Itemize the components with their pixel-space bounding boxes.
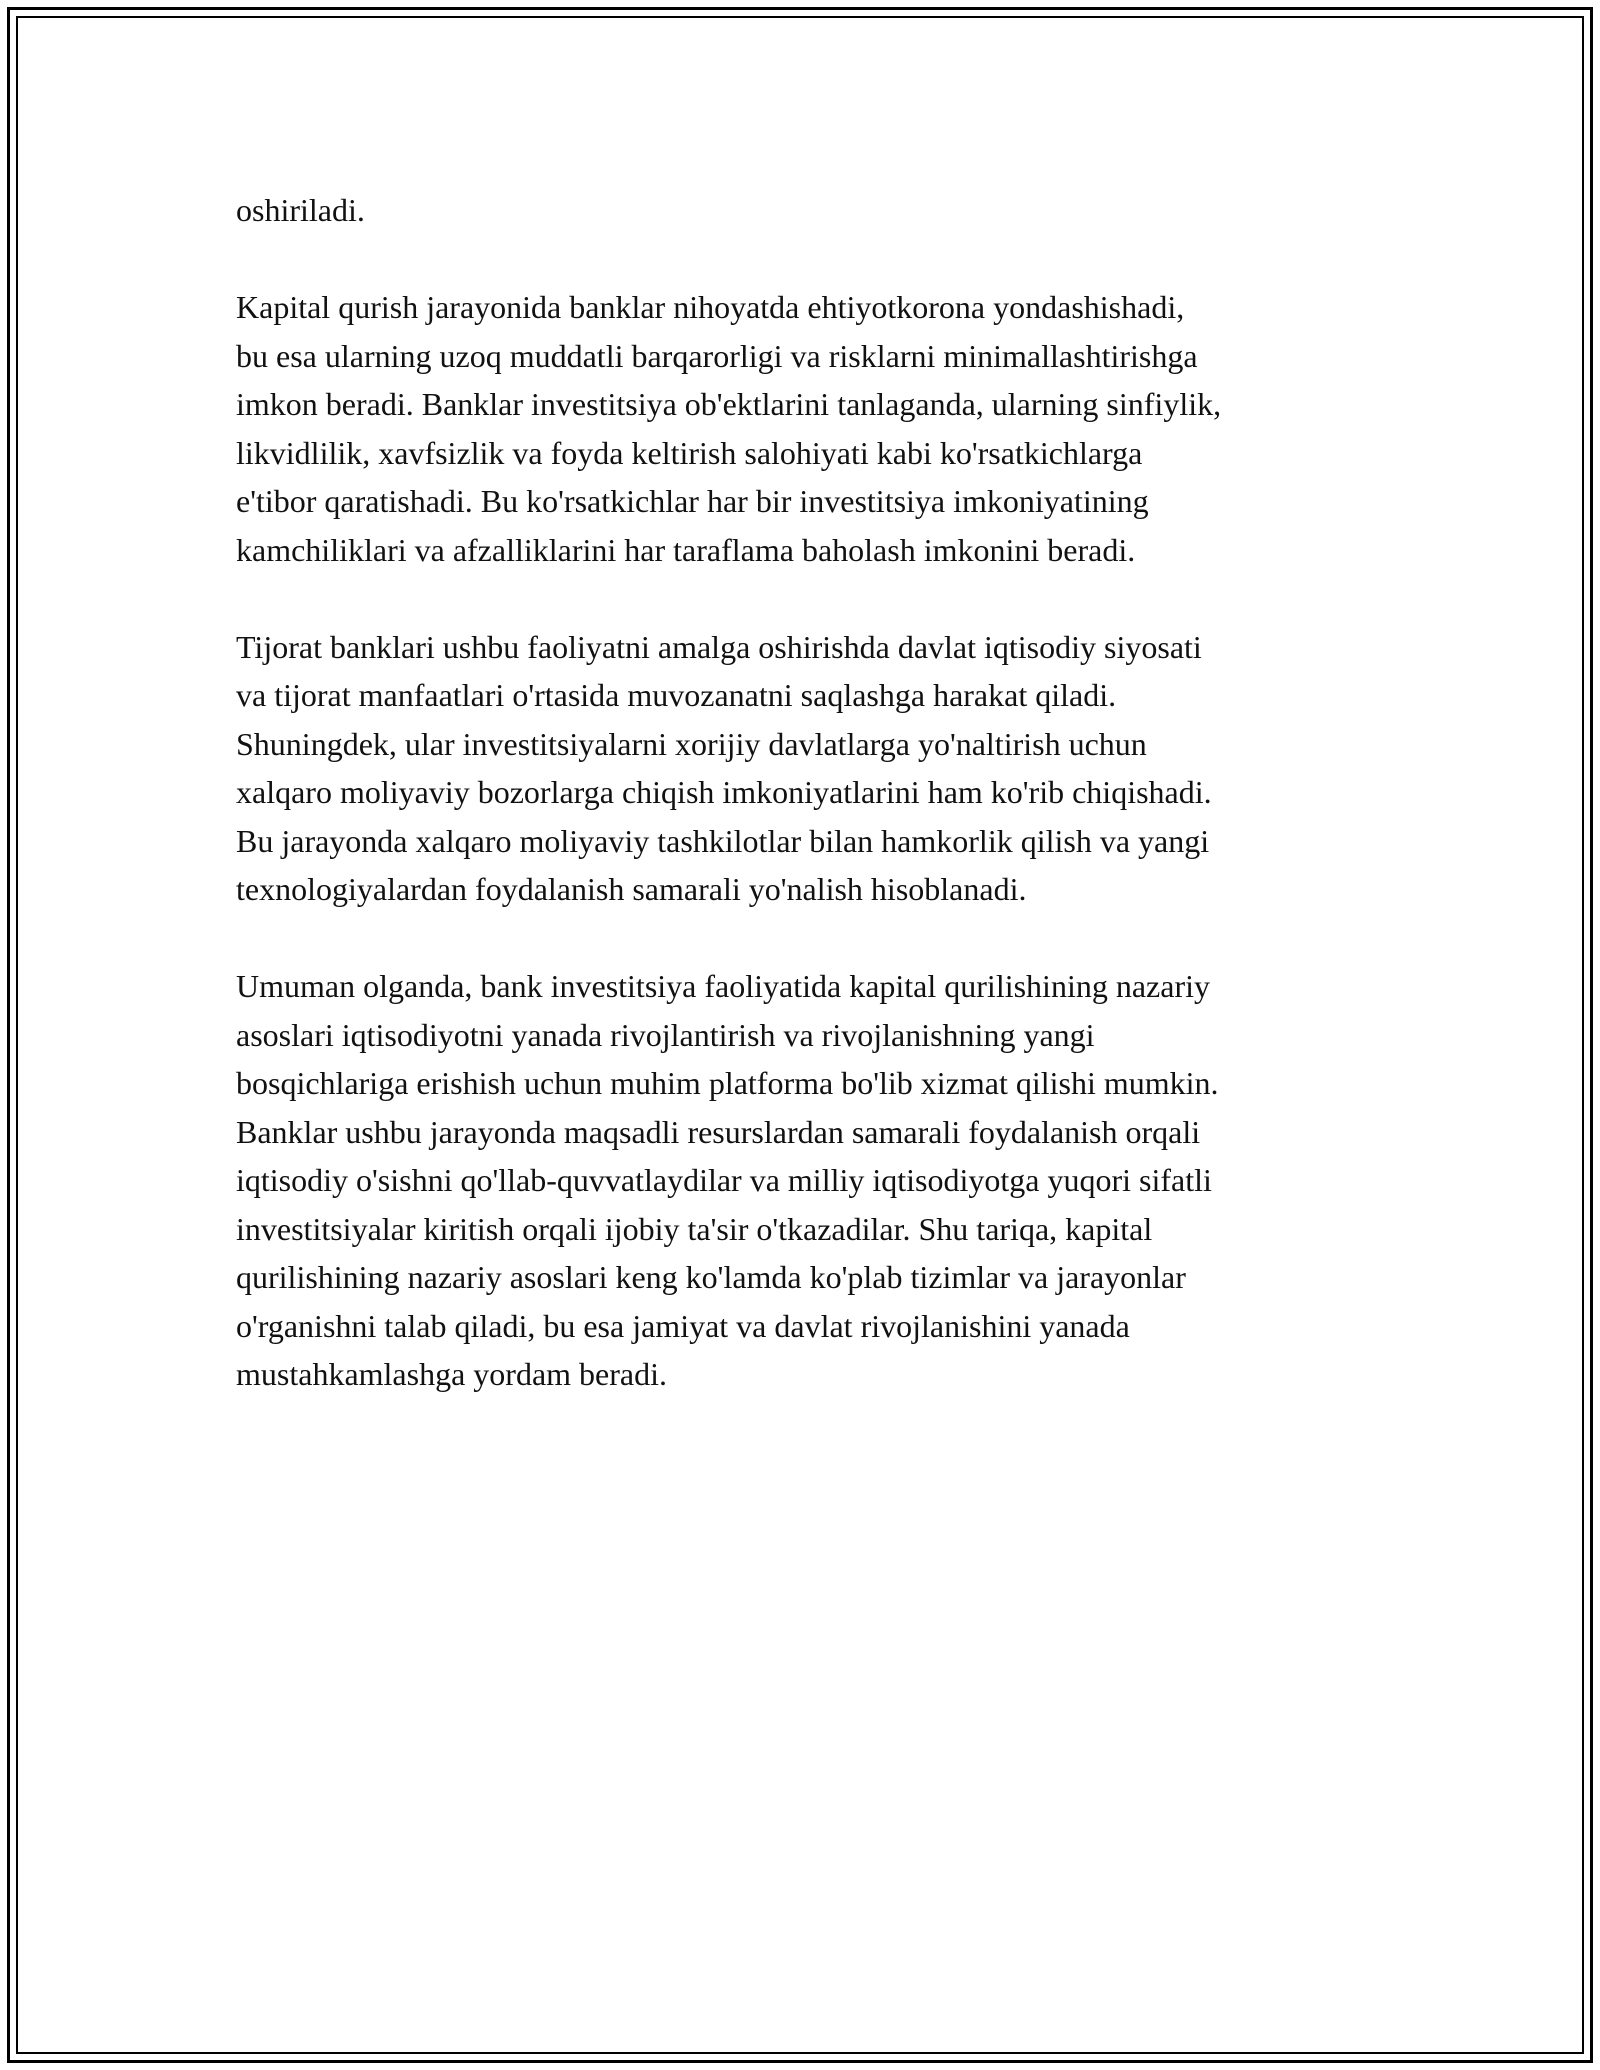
text-line: mustahkamlashga yordam beradi. — [236, 1356, 667, 1392]
paragraph-1 — [236, 186, 1376, 235]
text-line: bu esa ularning uzoq muddatli barqarorligi va risklarni minimallashtirishga — [236, 337, 1198, 374]
text-line: Kapital qurish jarayonida banklar nihoyatda ehtiyotkorona yondashishadi, — [236, 289, 1185, 325]
paragraph-2 — [236, 283, 1376, 574]
text-line: bosqichlariga erishish uchun muhim platforma bo'lib xizmat qilishi mumkin. — [236, 1065, 1219, 1101]
document-body — [236, 186, 1376, 1447]
text-line: iqtisodiy o'sishni qo'llab-quvvatlaydilar va milliy iqtisodiyotga yuqori sifatli — [236, 1162, 1212, 1198]
text-line: imkon beradi. Banklar investitsiya ob'ektlarini tanlaganda, ularning sinfiylik, — [236, 386, 1222, 422]
text-line: texnologiyalardan foydalanish samarali yo'nalish hisoblanadi. — [236, 871, 1027, 907]
text-line: o'rganishni talab qiladi, bu esa jamiyat va davlat rivojlanishini yanada — [236, 1307, 1130, 1344]
paragraph-4 — [236, 962, 1376, 1399]
paragraph-3 — [236, 623, 1376, 914]
text-line: Umuman olganda, bank investitsiya faoliyatida kapital qurilishining nazariy — [236, 968, 1210, 1004]
text-line: Shuningdek, ular investitsiyalarni xorijiy davlatlarga yo'naltirish uchun — [236, 725, 1147, 762]
text-line: oshiriladi. — [236, 192, 365, 228]
text-line: qurilishining nazariy asoslari keng ko'lamda ko'plab tizimlar va jarayonlar — [236, 1259, 1186, 1295]
text-line: xalqaro moliyaviy bozorlarga chiqish imkoniyatlarini ham ko'rib chiqishadi. — [236, 774, 1212, 810]
text-line: asoslari iqtisodiyotni yanada rivojlantirish va rivojlanishning yangi — [236, 1016, 1095, 1053]
text-line: e'tibor qaratishadi. Bu ko'rsatkichlar har bir investitsiya imkoniyatining — [236, 483, 1149, 519]
text-line: va tijorat manfaatlari o'rtasida muvozanatni saqlashga harakat qiladi. — [236, 677, 1117, 713]
text-line: Bu jarayonda xalqaro moliyaviy tashkilotlar bilan hamkorlik qilish va yangi — [236, 822, 1210, 859]
text-line: kamchiliklari va afzalliklarini har taraflama baholash imkonini beradi. — [236, 531, 1136, 568]
text-line: investitsiyalar kiritish orqali ijobiy ta'sir o'tkazadilar. Shu tariqa, kapital — [236, 1210, 1153, 1247]
text-line: Tijorat banklari ushbu faoliyatni amalga oshirishda davlat iqtisodiy siyosati — [236, 628, 1202, 665]
text-line: likvidlilik, xavfsizlik va foyda keltirish salohiyati kabi ko'rsatkichlarga — [236, 434, 1143, 471]
text-line: Banklar ushbu jarayonda maqsadli resurslardan samarali foydalanish orqali — [236, 1113, 1201, 1150]
